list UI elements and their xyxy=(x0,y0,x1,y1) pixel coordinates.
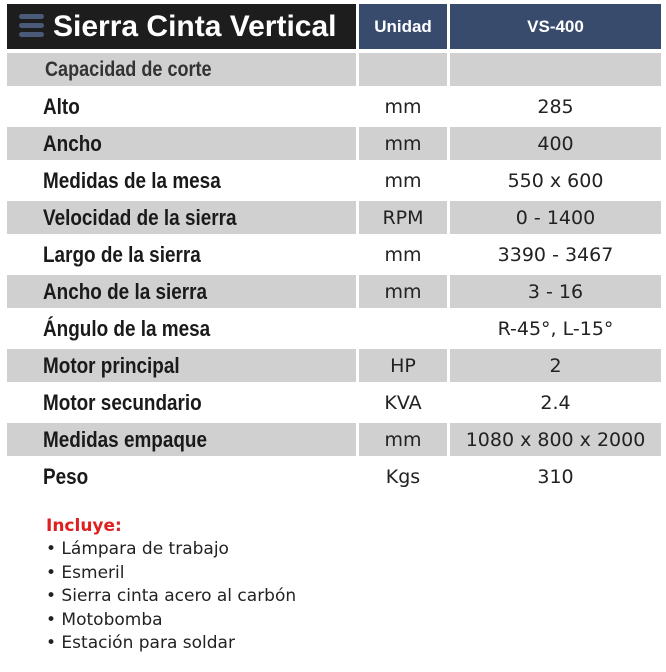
spec-value: 1080 x 800 x 2000 xyxy=(450,423,661,456)
spec-unit: mm xyxy=(359,164,447,197)
spec-label: Motor principal xyxy=(7,349,356,382)
spec-unit: mm xyxy=(359,238,447,271)
spec-value: 3 - 16 xyxy=(450,275,661,308)
menu-icon xyxy=(19,14,44,37)
table-row xyxy=(7,238,661,271)
spec-unit: KVA xyxy=(359,386,447,419)
section-unit-cell xyxy=(359,53,447,86)
spec-value: 310 xyxy=(450,460,661,493)
includes-title: Incluye: xyxy=(46,516,122,536)
spec-value: 2.4 xyxy=(450,386,661,419)
table-row xyxy=(7,386,661,419)
list-item: • Estación para soldar xyxy=(46,633,235,653)
spec-unit: Kgs xyxy=(359,460,447,493)
spec-label: Ancho de la sierra xyxy=(7,275,356,308)
section-value-cell xyxy=(450,53,661,86)
spec-unit: mm xyxy=(359,127,447,160)
table-row xyxy=(7,90,661,123)
spec-value: 0 - 1400 xyxy=(450,201,661,234)
spec-unit: mm xyxy=(359,90,447,123)
table-row xyxy=(7,349,661,382)
table-row xyxy=(7,460,661,493)
page-title: Sierra Cinta Vertical xyxy=(53,10,337,44)
spec-label: Medidas empaque xyxy=(7,423,356,456)
table-row xyxy=(7,312,661,345)
table-header xyxy=(7,4,661,49)
spec-label: Motor secundario xyxy=(7,386,356,419)
table-row xyxy=(7,275,661,308)
table-row xyxy=(7,423,661,456)
list-item: • Lámpara de trabajo xyxy=(46,539,229,559)
spec-unit: RPM xyxy=(359,201,447,234)
spec-label: Alto xyxy=(7,90,356,123)
section-row xyxy=(7,53,661,86)
spec-unit xyxy=(359,312,447,345)
spec-unit: HP xyxy=(359,349,447,382)
spec-label: Medidas de la mesa xyxy=(7,164,356,197)
spec-label: Peso xyxy=(7,460,356,493)
spec-label: Ángulo de la mesa xyxy=(7,312,356,345)
unit-column-header: Unidad xyxy=(359,4,447,49)
table-row xyxy=(7,127,661,160)
spec-label: Largo de la sierra xyxy=(7,238,356,271)
spec-value: 3390 - 3467 xyxy=(450,238,661,271)
table-row xyxy=(7,201,661,234)
table-row xyxy=(7,164,661,197)
section-label: Capacidad de corte xyxy=(7,53,356,86)
table-title-cell xyxy=(7,4,356,49)
spec-label: Ancho xyxy=(7,127,356,160)
model-column-header: VS-400 xyxy=(450,4,661,49)
spec-value: 2 xyxy=(450,349,661,382)
spec-unit: mm xyxy=(359,275,447,308)
spec-value: 400 xyxy=(450,127,661,160)
list-item: • Motobomba xyxy=(46,609,163,630)
spec-value: 285 xyxy=(450,90,661,123)
list-item: • Sierra cinta acero al carbón xyxy=(46,586,297,606)
spec-unit: mm xyxy=(359,423,447,456)
list-item: • Esmeril xyxy=(46,562,125,583)
spec-table xyxy=(4,0,664,497)
spec-value: R-45°, L-15° xyxy=(450,312,661,345)
spec-label: Velocidad de la sierra xyxy=(7,201,356,234)
spec-value: 550 x 600 xyxy=(450,164,661,197)
includes-section xyxy=(46,515,646,656)
